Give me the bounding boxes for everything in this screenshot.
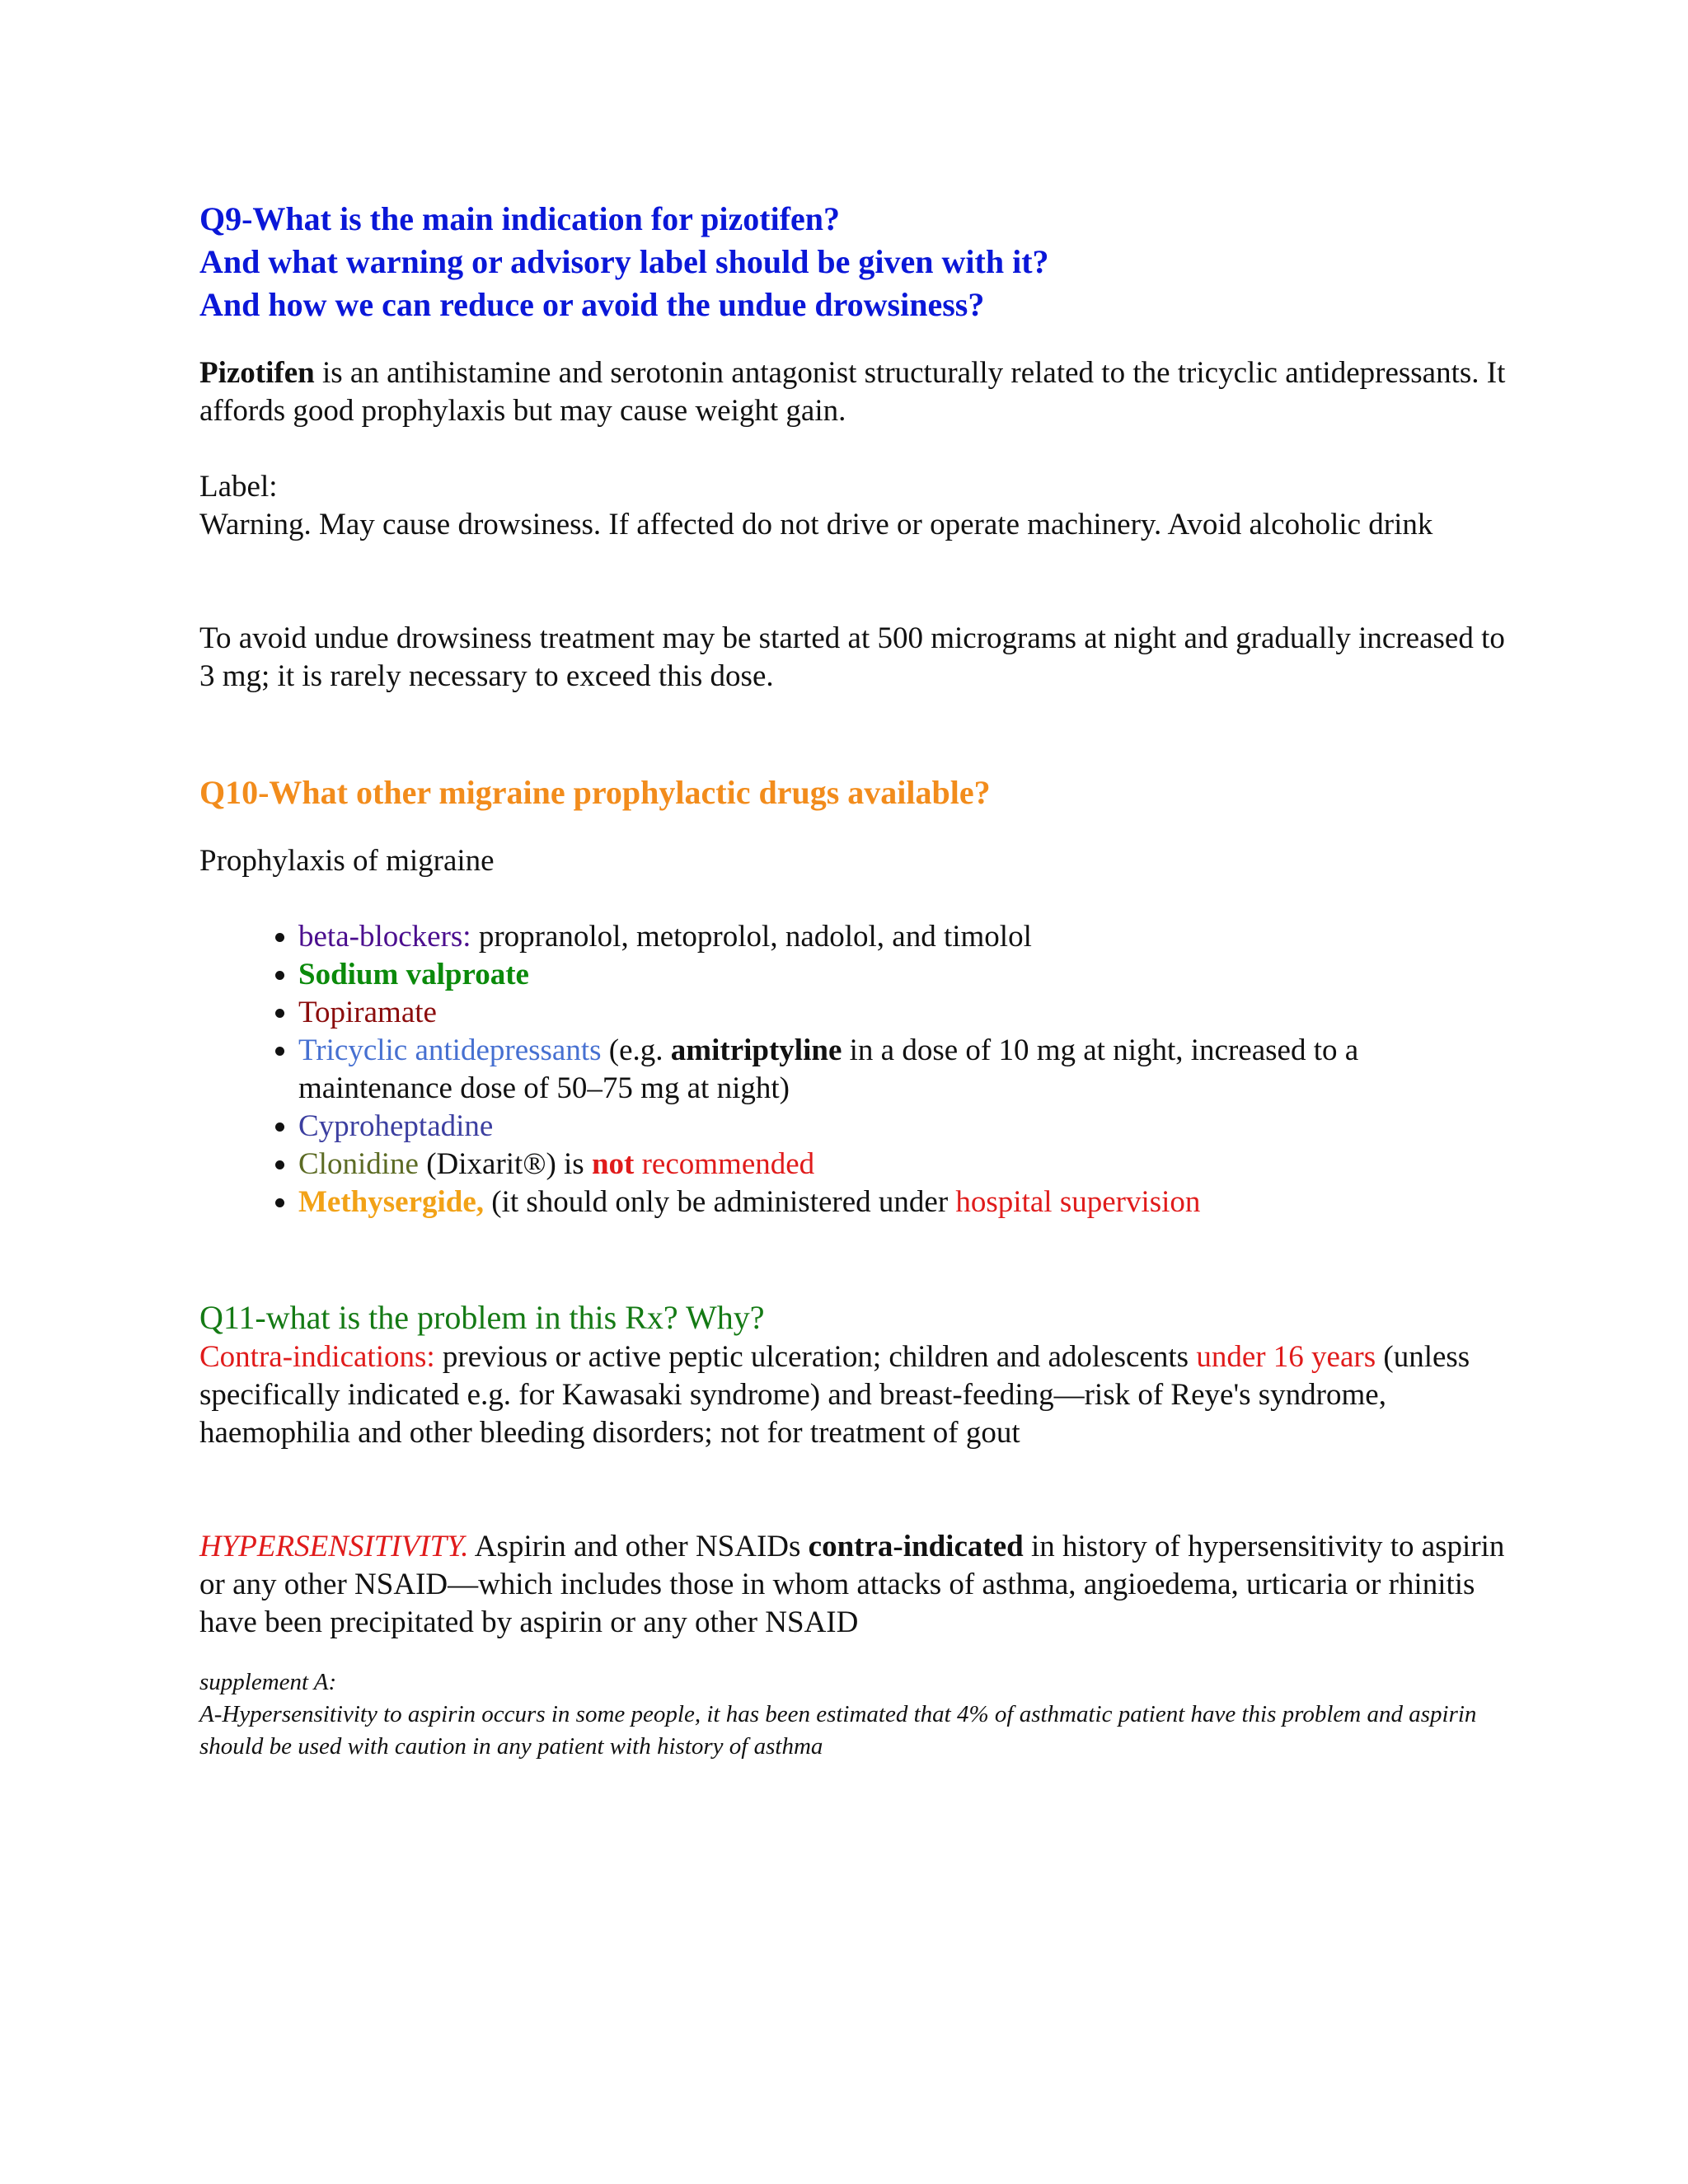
clonidine-label: Clonidine — [298, 1147, 419, 1181]
supplement-heading: supplement A: — [199, 1669, 337, 1695]
amitriptyline-term: amitriptyline — [670, 1033, 842, 1067]
pizotifen-intro-text: is an antihistamine and serotonin antagonist structurally related to the tricyclic antidepressants. It affords good prophylaxis but may cause weight gain. — [199, 356, 1506, 428]
list-item-methysergide — [298, 1183, 1518, 1221]
hospital-supervision: hospital supervision — [955, 1185, 1201, 1219]
q9-heading-line: Q9-What is the main indication for pizotifen? — [199, 200, 841, 237]
label-warning-text: Warning. May cause drowsiness. If affected do not drive or operate machinery. Avoid alcoholic drink — [199, 508, 1433, 541]
methysergide-text: (it should only be administered under — [484, 1185, 956, 1219]
list-item-clonidine — [298, 1146, 1518, 1183]
list-item-sodium-valproate — [298, 956, 1518, 994]
q9-heading — [199, 198, 1518, 326]
contra-indicated-term: contra-indicated — [808, 1530, 1024, 1563]
pizotifen-term: Pizotifen — [199, 356, 315, 390]
age-limit: under 16 years — [1196, 1340, 1376, 1374]
hypersensitivity-paragraph — [199, 1528, 1518, 1642]
list-item-beta-blockers — [298, 918, 1518, 956]
prophylaxis-subtitle: Prophylaxis of migraine — [199, 844, 495, 878]
contra-indications-text: previous or active peptic ulceration; children and adolescents — [434, 1340, 1197, 1374]
list-item-tricyclic — [298, 1032, 1518, 1108]
contra-indications-paragraph — [199, 1338, 1518, 1452]
topiramate-label: Topiramate — [298, 996, 437, 1029]
hypersensitivity-label: HYPERSENSITIVITY. — [199, 1530, 469, 1563]
tricyclic-label: Tricyclic antidepressants — [298, 1033, 602, 1067]
beta-blockers-text: propranolol, metoprolol, nadolol, and timolol — [471, 920, 1032, 954]
methysergide-label: Methysergide, — [298, 1185, 485, 1219]
supplement-text: A-Hypersensitivity to aspirin occurs in some people, it has been estimated that 4% of asthmatic patient have this problem and aspirin should be used with caution in any patient with history of asthma — [199, 1701, 1477, 1760]
q10-heading: Q10-What other migraine prophylactic drugs available? — [199, 774, 991, 811]
prophylactic-drug-list — [199, 918, 1518, 1221]
clonidine-recommended: recommended — [634, 1147, 815, 1181]
clonidine-not: not — [591, 1147, 635, 1181]
contra-indications-text-2: (unless specifically indicated e.g. for Kawasaki syndrome) and breast-feeding—risk of Reye's syndrome, haemophilia and other bleeding disorders; not for treatment of gout — [199, 1340, 1470, 1450]
q9-heading-line: And how we can reduce or avoid the undue drowsiness? — [199, 286, 985, 323]
dose-paragraph: To avoid undue drowsiness treatment may be started at 500 micrograms at night and gradually increased to 3 mg; it is rarely necessary to exceed this dose. — [199, 621, 1505, 693]
tricyclic-text: in a dose of 10 mg at night, increased to a maintenance dose of 50–75 mg at night) — [298, 1033, 1359, 1105]
sodium-valproate-label: Sodium valproate — [298, 958, 529, 991]
document-page — [199, 198, 1518, 1763]
tricyclic-pre: (e.g. — [601, 1033, 671, 1067]
hypersensitivity-text-2: in history of hypersensitivity to aspirin or any other NSAID—which includes those in whom attacks of asthma, angioedema, urticaria or rhinitis have been precipitated by aspirin or any other NSAID — [199, 1530, 1505, 1639]
pizotifen-intro — [199, 354, 1518, 430]
label-heading: Label: — [199, 470, 278, 504]
contra-indications-label: Contra-indications: — [199, 1340, 435, 1374]
beta-blockers-label: beta-blockers: — [298, 920, 471, 954]
list-item-cyproheptadine — [298, 1108, 1518, 1146]
clonidine-text: (Dixarit®) is — [418, 1147, 592, 1181]
cyproheptadine-label: Cyproheptadine — [298, 1109, 494, 1143]
supplement-note — [199, 1666, 1518, 1763]
q9-heading-line: And what warning or advisory label should be given with it? — [199, 243, 1049, 280]
q11-heading: Q11-what is the problem in this Rx? Why? — [199, 1299, 765, 1336]
hypersensitivity-text: Aspirin and other NSAIDs — [468, 1530, 809, 1563]
list-item-topiramate — [298, 994, 1518, 1032]
